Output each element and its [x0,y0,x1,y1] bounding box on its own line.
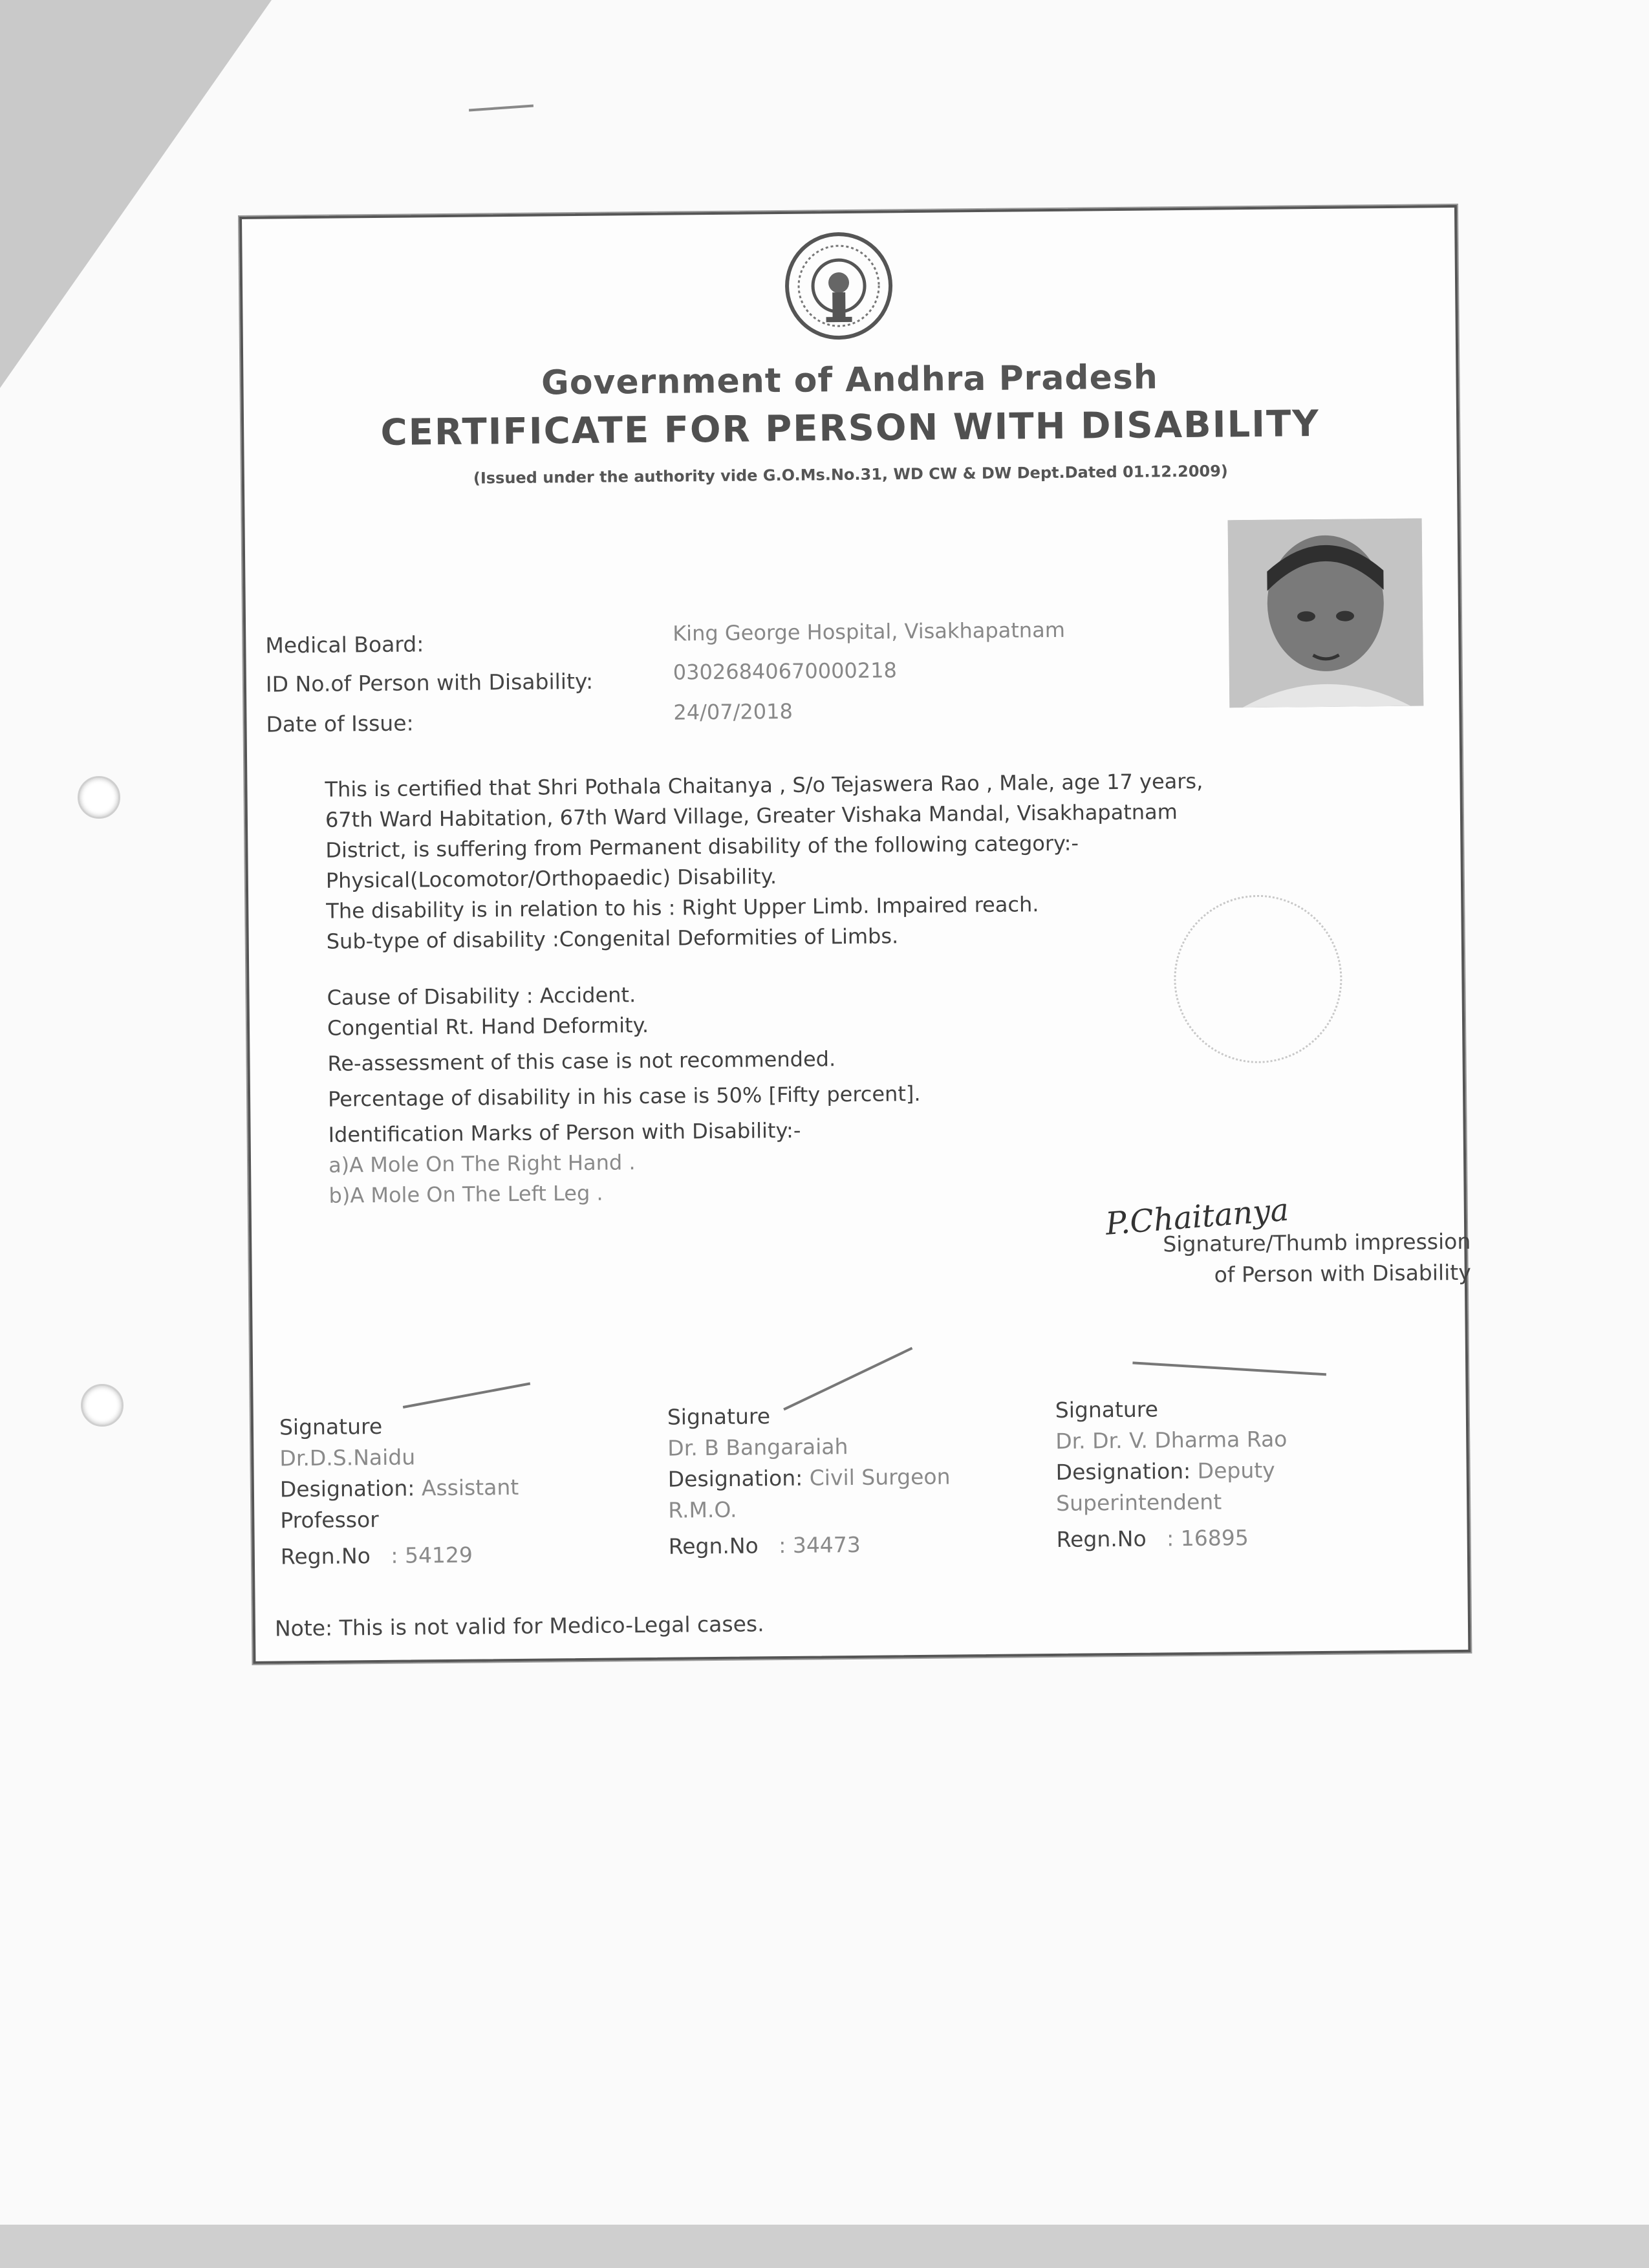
regn-label: Regn.No [280,1543,371,1570]
page-fold-shadow [0,0,272,388]
disability-relation: The disability is in relation to his : Right Upper Limb. Impaired reach. [326,892,1039,923]
signatory-2 [667,1399,1018,1562]
signature-stroke-1 [403,1382,530,1409]
signature-stroke-3 [1132,1361,1326,1376]
designation-value-2: R.M.O. [668,1496,737,1523]
signature-label: Signature [1055,1396,1159,1423]
certificate-title: CERTIFICATE FOR PERSON WITH DISABILITY [380,402,1320,454]
designation-value: Civil Surgeon [809,1463,951,1491]
regn-label: Regn.No [1056,1526,1147,1552]
person-signature-label-line-2: of Person with Disability [1214,1259,1471,1288]
regn-value: : 54129 [391,1542,473,1568]
punch-hole-top [78,776,120,819]
pen-mark [469,105,534,112]
signatory-name: Dr. Dr. V. Dharma Rao [1055,1426,1288,1454]
body-line-1: This is certified that Shri Pothala Chaitanya , S/o Tejaswera Rao , Male, age 17 years, [325,768,1203,802]
designation-value: Deputy [1197,1457,1275,1484]
identification-mark-b: b)A Mole On The Left Leg . [329,1180,603,1208]
designation-value-2: Professor [280,1507,379,1533]
cause-of-disability: Cause of Disability : Accident. [327,982,636,1010]
disability-subtype: Sub-type of disability :Congenital Deformities of Limbs. [326,923,899,954]
id-number-value: 03026840670000218 [673,658,898,685]
signature-label: Signature [667,1403,771,1430]
regn-value: : 34473 [779,1531,861,1559]
disability-category: Physical(Locomotor/Orthopaedic) Disability. [325,864,777,893]
date-of-issue-value: 24/07/2018 [673,698,793,725]
disability-percentage: Percentage of disability in his case is 50% [Fifty percent]. [327,1081,921,1112]
id-number-label: ID No.of Person with Disability: [265,668,594,697]
person-photo [1228,518,1424,707]
certificate [239,205,1471,1664]
identification-mark-a: a)A Mole On The Right Hand . [328,1150,636,1178]
reassessment-note: Re-assessment of this case is not recommended. [327,1046,836,1076]
punch-hole-bottom [81,1384,124,1427]
designation-label: Designation: [1055,1458,1191,1485]
identification-marks-heading: Identification Marks of Person with Disability:- [328,1118,801,1147]
signature-label: Signature [279,1413,383,1440]
designation-value: Assistant [421,1474,519,1501]
cause-detail: Congential Rt. Hand Deformity. [327,1012,649,1041]
authority-line: (Issued under the authority vide G.O.Ms.No.31, WD CW & DW Dept.Dated 01.12.2009) [473,462,1228,488]
faded-seal-stamp [1173,894,1342,1064]
person-signature-area [1092,1191,1455,1242]
person-signature-label [1108,1226,1471,1291]
regn-value: : 16895 [1166,1525,1249,1551]
designation-label: Designation: [279,1475,415,1502]
scan-bottom-strip [0,2225,1649,2268]
medical-board-label: Medical Board: [265,631,424,658]
state-emblem-icon [773,227,904,358]
person-handwritten-signature: P.Chaitanya [1104,1191,1291,1242]
date-of-issue-label: Date of Issue: [266,710,414,737]
designation-value-2: Superintendent [1055,1489,1222,1516]
validity-note: Note: This is not valid for Medico-Legal cases. [274,1611,764,1641]
body-line-3: District, is suffering from Permanent disability of the following category:- [325,830,1079,863]
signatory-name: Dr. B Bangaraiah [667,1434,848,1461]
government-heading: Government of Andhra Pradesh [541,358,1159,403]
medical-board-value: King George Hospital, Visakhapatnam [673,617,1066,646]
person-signature-label-line-1: Signature/Thumb impression [1163,1228,1471,1257]
signatory-1 [279,1409,630,1572]
designation-label: Designation: [667,1465,803,1492]
body-line-2: 67th Ward Habitation, 67th Ward Village, Greater Vishaka Mandal, Visakhapatnam [325,799,1178,832]
signatory-name: Dr.D.S.Naidu [279,1444,416,1471]
regn-label: Regn.No [668,1533,759,1559]
signatory-3 [1055,1392,1406,1555]
